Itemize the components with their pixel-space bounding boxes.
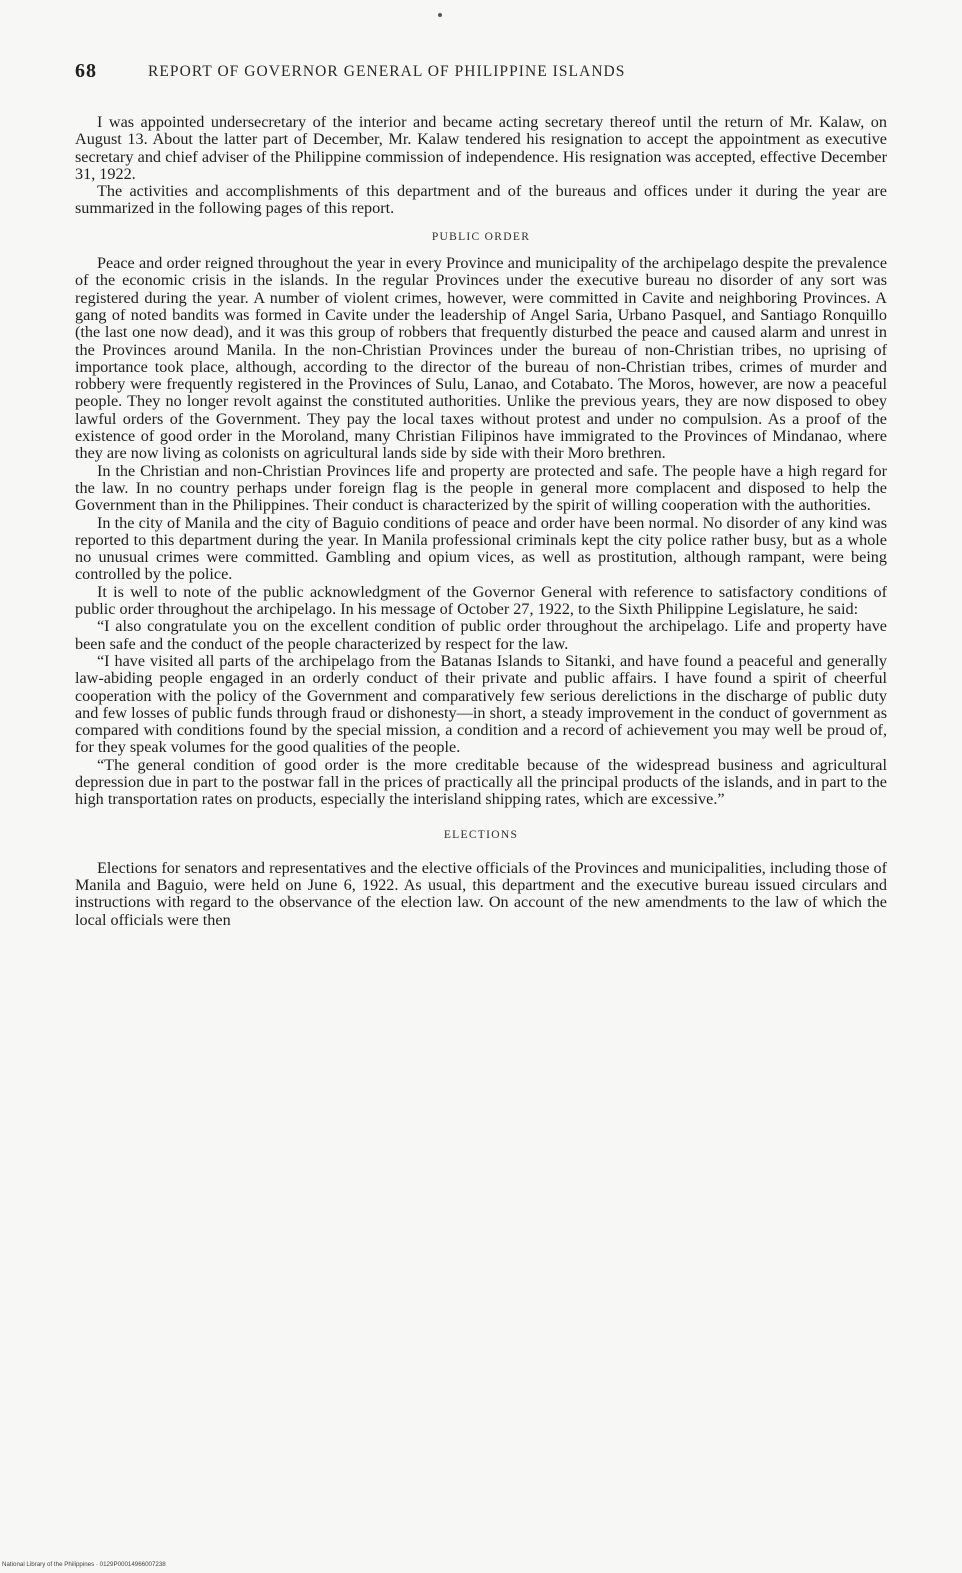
page-header <box>75 60 890 90</box>
page-number: 68 <box>75 60 97 82</box>
body-paragraph: In the Christian and non-Christian Provinces life and property are protected and safe. The people have a high regard for the law. In no country perhaps under foreign flag is the people in general more complacent and disposed to help the Government than in the Philippines. Their conduct is characterized by the spirit of willing cooperation with the authorities. <box>75 461 887 515</box>
page-speck <box>438 13 442 17</box>
quoted-paragraph: “I also congratulate you on the excellent condition of public order throughout the archipelago. Life and property have been safe and the conduct of the people characterized by respect for the law. <box>75 617 887 653</box>
quoted-paragraph: “The general condition of good order is the more creditable because of the widespread business and agricultural depression due in part to the postwar fall in the prices of practically all the principal products of the islands, and in part to the high transportation rates on products, especially the interisland shipping rates, which are excessive.” <box>75 755 887 809</box>
intro-paragraph: The activities and accomplishments of this department and of the bureaus and offices under it during the year are summarized in the following pages of this report. <box>75 182 887 218</box>
intro-paragraph: I was appointed undersecretary of the interior and became acting secretary thereof until the return of Mr. Kalaw, on August 13. About the latter part of December, Mr. Kalaw tendered his resignation to accept the appointment as executive secretary and chief adviser of the Philippine commission of independence. His resignation was accepted, effective December 31, 1922. <box>75 113 887 183</box>
section-heading-public-order: PUBLIC ORDER <box>431 230 531 243</box>
quoted-paragraph: “I have visited all parts of the archipelago from the Batanas Islands to Sitanki, and have found a peaceful and generally law-abiding people engaged in an orderly conduct of their private and public affairs. I have found a spirit of cheerful cooperation with the policy of the Government and comparatively few serious derelictions in the discharge of public duty and few losses of public funds through fraud or dishonesty—in short, a steady improvement in the conduct of government as compared with conditions found by the special mission, a condition and a record of achievement you may well be proud of, for they speak volumes for the good qualities of the people. <box>75 651 887 757</box>
body-paragraph: In the city of Manila and the city of Baguio conditions of peace and order have been normal. No disorder of any kind was reported to this department during the year. In Manila professional criminals kept the city police rather busy, but as a whole no unusual crimes were committed. Gambling and opium vices, as well as prostitution, although rampant, were being controlled by the police. <box>75 513 887 584</box>
body-paragraph: Peace and order reigned throughout the year in every Province and municipality of the archipelago despite the prevalence of the economic crisis in the islands. In the regular Provinces under the executive bureau no disorder of any sort was registered during the year. A number of violent crimes, however, were committed in Cavite and neighboring Provinces. A gang of noted bandits was formed in Cavite under the leadership of Angel Saria, Urbano Pasquel, and Santiago Ronquillo (the last one now dead), and it was this group of robbers that frequently disturbed the peace and caused alarm and unrest in the Provinces around Manila. In the non-Christian Provinces under the bureau of non-Christian tribes, no uprising of importance took place, although, according to the director of the bureau of non-Christian tribes, crimes of murder and robbery were frequently registered in the Provinces of Sulu, Lanao, and Cotabato. The Moros, however, are now a peaceful people. They no longer revolt against the constituted authorities. Unlike the previous years, they are now disposed to obey lawful orders of the Government. They pay the local taxes without protest and under no compulsion. As a proof of the existence of good order in the Moroland, many Christian Filipinos have immigrated to the Provinces of Mindanao, where they are now living as colonists on agricultural lands side by side with their Moro brethren. <box>75 254 887 463</box>
scan-credit: National Library of the Philippines · 0129P00014966007238 <box>2 1561 166 1568</box>
page-body <box>75 114 887 929</box>
body-paragraph: It is well to note of the public acknowledgment of the Governor General with reference to satisfactory conditions of public order throughout the archipelago. In his message of October 27, 1922, to the Sixth Philippine Legislature, he said: <box>75 582 887 619</box>
section-heading-elections: ELECTIONS <box>443 828 519 841</box>
running-head: REPORT OF GOVERNOR GENERAL OF PHILIPPINE ISLANDS <box>148 63 626 80</box>
body-paragraph: Elections for senators and representatives and the elective officials of the Provinces and municipalities, including those of Manila and Baguio, were held on June 6, 1922. As usual, this department and the executive bureau issued circulars and instructions with regard to the observance of the election law. On account of the new amendments to the law of which the local officials were then <box>75 858 887 929</box>
